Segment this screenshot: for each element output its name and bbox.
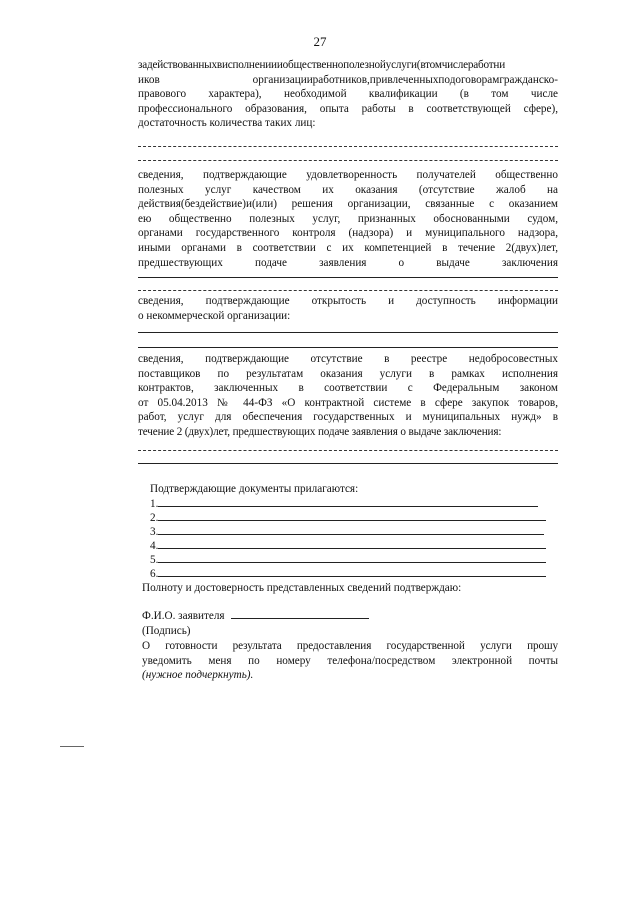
registry-line-1: сведения, подтверждающие отсутствие в реестре недобросовестных [138,353,558,365]
answer-line[interactable] [138,277,558,278]
margin-mark [60,746,84,747]
document-field[interactable] [158,510,546,521]
document-number: 4. [150,540,159,552]
document-row-6[interactable] [150,566,546,581]
staff-qualification-paragraph [138,58,558,131]
answer-line[interactable] [138,450,558,451]
answer-line[interactable] [138,146,558,147]
satisfaction-line-5: органами государственного контроля (надзора) и муниципального надзора, [138,227,558,240]
document-field[interactable] [158,524,544,535]
document-field[interactable] [158,552,546,563]
registry-line-6: течение 2 (двух)лет, предшествующих подаче заявления о выдаче заключения: [138,425,502,438]
registry-line-2: поставщиков по результатам оказания услуги в рамках исполнения [138,367,558,380]
document-field[interactable] [158,538,546,549]
document-row-3[interactable] [150,524,544,539]
satisfaction-line-4: ею общественно полезных услуг, признанных обоснованными судом, [138,212,558,225]
answer-line[interactable] [138,290,558,291]
page-number: 27 [313,34,327,49]
answer-line[interactable] [138,463,558,464]
document-field[interactable] [158,496,538,507]
satisfaction-line-6: иными органами в соответствии с их компетенцией в течение 2(двух)лет, [138,241,558,254]
satisfaction-line-2: полезных услуг качеством их оказания (отсутствие жалоб на [138,183,558,196]
staff-line-5: достаточность количества таких лиц: [138,117,316,130]
registry-paragraph [138,352,558,440]
staff-line-3: правового характера), необходимой квалификации (в том числе [138,88,558,101]
registry-line-3: контрактов, заключенных в соответствии с Федеральным законом [138,382,558,395]
notification-paragraph [142,639,558,683]
openness-paragraph [138,294,558,323]
registry-line-5: работ, услуг для обеспечения государственных и муниципальных нужд» в [138,411,558,424]
satisfaction-line-1: сведения, подтверждающие удовлетворенность получателей общественно [138,169,558,181]
signature-label: (Подпись) [142,625,191,637]
document-number: 5. [150,554,159,566]
notify-line-2: уведомить меня по номеру телефона/посредством электронной почты [142,654,558,667]
openness-line-2: о некоммерческой организации: [138,309,291,322]
document-row-5[interactable] [150,552,546,567]
answer-line[interactable] [138,160,558,161]
satisfaction-line-7: предшествующих подаче заявления о выдаче заключения [138,256,558,269]
staff-line-4: профессионального образования, опыта работы в соответствующей сфере), [138,102,558,115]
document-row-1[interactable] [150,496,538,511]
answer-line[interactable] [138,332,558,333]
applicant-name-field[interactable] [231,608,369,619]
document-row-4[interactable] [150,538,546,553]
applicant-row [142,608,562,624]
staff-line-1: задействованныхвисполнениииобщественнополезнойуслуги(втомчислеработни [138,59,506,71]
notify-line-3: (нужное подчеркнуть). [142,669,254,682]
document-field[interactable] [158,566,546,577]
document-number: 6. [150,568,159,580]
staff-line-2a: иков [138,73,160,86]
satisfaction-line-3: действия(бездействие)и(или) решения организации, связанные с оказанием [138,198,558,211]
documents-heading: Подтверждающие документы прилагаются: [150,483,359,495]
staff-line-2b: организацииработников,привлеченныхподоговорамгражданско- [252,73,558,86]
notify-line-1: О готовности результата предоставления государственной услуги прошу [142,640,558,652]
document-number: 2. [150,512,159,524]
document-row-2[interactable] [150,510,546,525]
registry-line-4: от 05.04.2013 № 44-ФЗ «О контрактной системе в сфере закупок товаров, [138,396,558,409]
staff-line-2 [138,73,558,88]
satisfaction-paragraph [138,168,558,270]
answer-line[interactable] [138,347,558,348]
applicant-label: Ф.И.О. заявителя [142,610,225,622]
document-number: 1. [150,498,159,510]
confirmation-text: Полноту и достоверность представленных сведений подтверждаю: [142,582,462,594]
openness-line-1: сведения, подтверждающие открытость и доступность информации [138,295,558,307]
document-number: 3. [150,526,159,538]
